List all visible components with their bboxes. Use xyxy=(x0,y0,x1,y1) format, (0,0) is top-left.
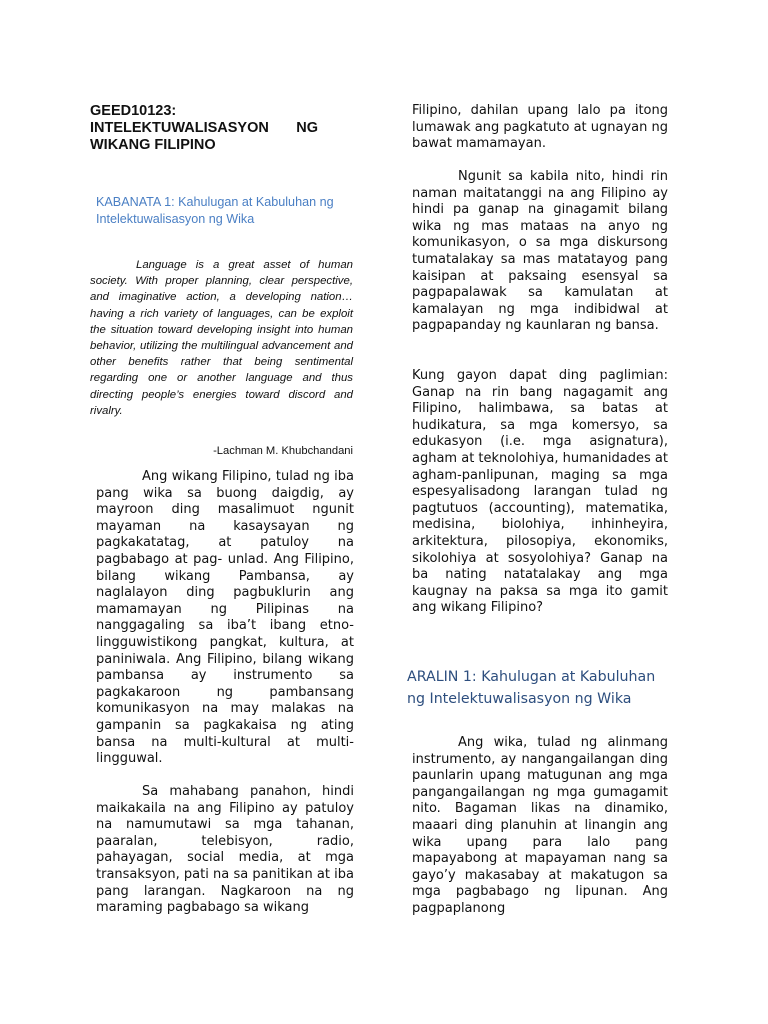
course-title: GEED10123: INTELEKTUWALISASYON NG WIKANG FILIPINO xyxy=(90,103,318,153)
body-paragraph: Sa mahabang panahon, hindi maikakaila na ang Filipino ay patuloy na namumutawi sa mga tahanan, paaralan, telebisyon, radio, pahayagan, social media, at mga transaksyon, pati na sa panitikan at iba pang larangan. Nagkaroon na ng maraming pagbabago sa wikang xyxy=(96,784,354,916)
chapter-heading: KABANATA 1: Kahulugan at Kabuluhan ng Intelektuwalisasyon ng Wika xyxy=(96,195,334,226)
lesson-paragraph: Ang wika, tulad ng alinmang instrumento, ay nangangailangan ding paunlarin upang matugunan ang mga pangangailangan ng mga gumagamit nito. Bagaman likas na dinamiko, maaari ding planuhin at linangin ang wika upang para lalo pang mapayabong at mapayaman nang sa gayo’y makasabay at makatugon sa mga pagbabago ng lipunan. Ang pagpaplanong xyxy=(412,735,668,916)
lesson-heading: ARALIN 1: Kahulugan at Kabuluhan ng Intelektuwalisasyon ng Wika xyxy=(407,669,656,707)
body-paragraph: Kung gayon dapat ding paglimian: Ganap na rin bang nagagamit ang Filipino, halimbawa, sa batas at hudikatura, sa mga komersyo, sa edukasyon (i.e. mga asignatura), agham at teknolohiya, humanidades at agham-panlipunan, maging sa mga espesyalisadong larangan tulad ng pagtutuos (accounting), matematika, medisina, biolohiya, inhinheyira, arkitektura, pilosopiya, ekonomiks, sikolohiya at sosyolohiya? Ganap na ba nating natatalakay ang mga kaugnay na paksa sa mga ito gamit ang wikang Filipino? xyxy=(412,368,668,616)
body-paragraph: Filipino, dahilan upang lalo pa itong lumawak ang pagkatuto at ugnayan ng bawat mamamayan. xyxy=(412,103,669,152)
epigraph-author: -Lachman M. Khubchandani xyxy=(213,445,353,457)
epigraph-quote: Language is a great asset of human society. With proper planning, clear perspective, and imaginative action, a developing nation…having a rich variety of languages, can be exploit the situation toward developing insight into human behavior, utilizing the multilingual advancement and other benefits rather that being sentimental regarding one or another language and thus directing people’s energies toward discord and rivalry. xyxy=(90,259,353,417)
body-paragraph: Ang wikang Filipino, tulad ng iba pang wika sa buong daigdig, ay mayroon ding masalimuot ngunit mayaman na kasaysayan ng pagkakatatag, at patuloy na pagbabago at pag- unlad. Ang Filipino, bilang wikang Pambansa, ay naglalayon ding pagbuklurin ang mamamayan ng Pilipinas na nanggagaling sa iba’t ibang etno-lingguwistikong pangkat, kultura, at paniniwala. Ang Filipino, bilang wikang pambansa ay instrumento sa pagkakaroon ng pambansang komunikasyon na may malakas na gampanin sa pagkakaisa ng ating bansa na multi-kultural at multi-lingguwal. xyxy=(96,469,354,767)
body-paragraph: Ngunit sa kabila nito, hindi rin naman maitatanggi na ang Filipino ay hindi pa ganap na ginagamit bilang wika ng mas mataas na anyo ng komunikasyon, o sa mga diskursong tumatalakay sa mas matatayog pang kaisipan at paksaing esensyal sa pagpapalawak sa kamulatan at kamalayan ng mga indibidwal at pagpapanday ng kaunlaran ng bansa. xyxy=(412,169,668,334)
